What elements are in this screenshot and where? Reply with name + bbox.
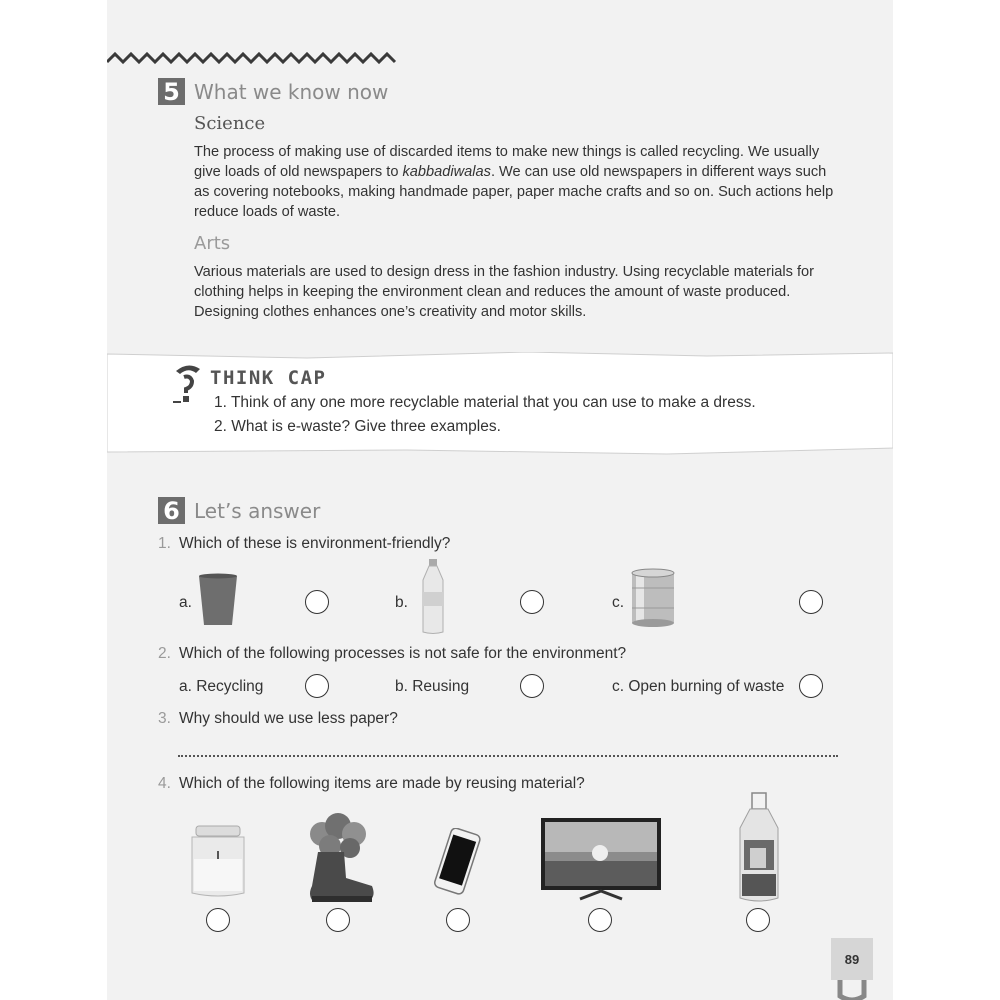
tin-can-icon <box>630 568 676 628</box>
think-cap-title: THINK CAP <box>210 367 327 389</box>
q2-option-b-radio[interactable] <box>520 674 544 698</box>
jar-candle-icon <box>188 825 248 899</box>
smartphone-icon <box>428 828 486 896</box>
section-6-header <box>158 497 320 524</box>
science-paragraph: The process of making use of discarded items to make new things is called recycling. We usually give loads of old newspapers to kabbadiwalas. We can use old newspapers in different ways such as covering notebooks, making handmade paper, paper mache crafts and so on. Such actions help reduce loads of waste. <box>194 144 834 220</box>
answer-line[interactable] <box>178 755 838 757</box>
question-2: 2. Which of the following processes is not safe for the environment? <box>158 645 627 662</box>
question-1: 1. Which of these is environment-friendly? <box>158 535 451 552</box>
television-icon <box>540 817 662 901</box>
think-cap-icon <box>170 363 206 407</box>
q2-option-c-label: c. Open burning of waste <box>612 678 785 695</box>
q1-option-a-radio[interactable] <box>305 590 329 614</box>
question-4: 4. Which of the following items are made by reusing material? <box>158 775 585 792</box>
q2-option-a-label: a. Recycling <box>179 678 264 695</box>
q1-option-a-label: a. <box>179 594 192 611</box>
arts-paragraph: Various materials are used to design dress in the fashion industry. Using recyclable materials for clothing helps in keeping the environment clean and reduces the amount of waste produced. Designing clothes enhances one’s creativity and motor skills. <box>194 264 814 320</box>
zigzag-decoration <box>107 48 397 68</box>
section-number: 6 <box>158 497 185 524</box>
arts-heading: Arts <box>194 233 231 254</box>
q2-option-a-radio[interactable] <box>305 674 329 698</box>
q1-option-c-radio[interactable] <box>799 590 823 614</box>
q4-option-2-radio[interactable] <box>326 908 350 932</box>
q4-option-3-radio[interactable] <box>446 908 470 932</box>
science-heading: Science <box>194 113 266 134</box>
page-number-tab <box>836 980 868 1000</box>
section-5-header <box>158 78 388 105</box>
plastic-bottle-icon <box>420 558 446 636</box>
section-title: What we know now <box>194 79 389 104</box>
paper-cup-icon <box>197 573 239 627</box>
q4-option-1-radio[interactable] <box>206 908 230 932</box>
question-3: 3. Why should we use less paper? <box>158 710 398 727</box>
shoe-planter-icon <box>300 812 378 904</box>
bottle-craft-icon <box>736 792 782 904</box>
q4-option-4-radio[interactable] <box>588 908 612 932</box>
think-cap-item-1: 1. Think of any one more recyclable material that you can use to make a dress. <box>214 394 756 411</box>
think-cap-item-2: 2. What is e-waste? Give three examples. <box>214 418 501 435</box>
section-title: Let’s answer <box>194 498 321 523</box>
q1-option-b-label: b. <box>395 594 408 611</box>
q4-option-5-radio[interactable] <box>746 908 770 932</box>
section-number: 5 <box>158 78 185 105</box>
q2-option-b-label: b. Reusing <box>395 678 470 695</box>
page-number: 89 <box>831 938 873 980</box>
q1-option-c-label: c. <box>612 594 625 611</box>
q2-option-c-radio[interactable] <box>799 674 823 698</box>
q1-option-b-radio[interactable] <box>520 590 544 614</box>
